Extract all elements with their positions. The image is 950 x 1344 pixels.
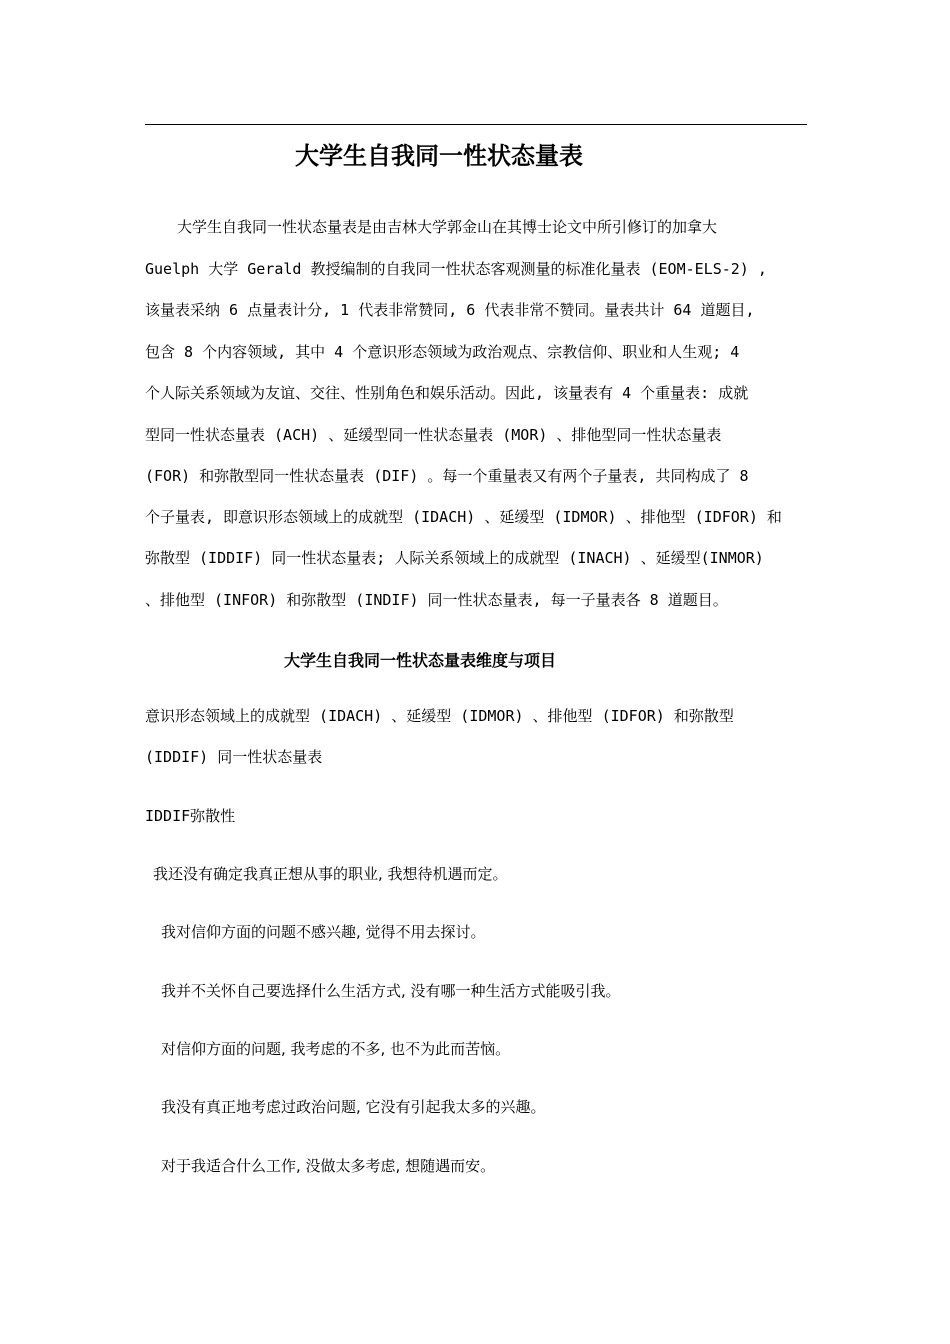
item-6: 对于我适合什么工作, 没做太多考虑, 想随遇而安。 [161,1157,496,1175]
item-5: 我没有真正地考虑过政治问题, 它没有引起我太多的兴趣。 [161,1098,546,1116]
intro-line-4: 包含 8 个内容领域, 其中 4 个意识形态领域为政治观点、宗教信仰、职业和人生观; 4 [145,343,740,361]
item-4: 对信仰方面的问题, 我考虑的不多, 也不为此而苦恼。 [161,1040,511,1058]
document-title: 大学生自我同一性状态量表 [295,142,583,170]
intro-line-3: 该量表采纳 6 点量表计分, 1 代表非常赞同, 6 代表非常不赞同。量表共计 64 道题目, [145,301,755,319]
header-rule [145,124,807,125]
scale-line-2: (IDDIF) 同一性状态量表 [145,748,323,766]
intro-line-8: 个子量表, 即意识形态领域上的成就型 (IDACH) 、延缓型 (IDMOR) 、排他型 (IDFOR) 和 [145,508,782,526]
intro-line-7: (FOR) 和弥散型同一性状态量表 (DIF) 。每一个重量表又有两个子量表, 共同构成了 8 [145,467,749,485]
scale-line-1: 意识形态领域上的成就型 (IDACH) 、延缓型 (IDMOR) 、排他型 (IDFOR) 和弥散型 [145,707,734,725]
intro-line-2: Guelph 大学 Gerald 教授编制的自我同一性状态客观测量的标准化量表 (EOM-ELS-2) , [145,260,767,278]
intro-line-6: 型同一性状态量表 (ACH) 、延缓型同一性状态量表 (MOR) 、排他型同一性状态量表 [145,426,722,444]
section-title: 大学生自我同一性状态量表维度与项目 [283,651,556,670]
intro-line-10: 、排他型 (INFOR) 和弥散型 (INDIF) 同一性状态量表, 每一子量表各 8 道题目。 [145,591,728,609]
intro-line-5: 个人际关系领域为友谊、交往、性别角色和娱乐活动。因此, 该量表有 4 个重量表: 成就 [145,384,749,402]
item-3: 我并不关怀自己要选择什么生活方式, 没有哪一种生活方式能吸引我。 [161,982,621,1000]
subscale-label: IDDIF弥散性 [145,807,236,825]
item-2: 我对信仰方面的问题不感兴趣, 觉得不用去探讨。 [161,923,486,941]
item-1: 我还没有确定我真正想从事的职业, 我想待机遇而定。 [153,865,508,883]
intro-line-1: 大学生自我同一性状态量表是由吉林大学郭金山在其博士论文中所引修订的加拿大 [177,218,718,236]
intro-line-9: 弥散型 (IDDIF) 同一性状态量表; 人际关系领域上的成就型 (INACH) 、延缓型(INMOR) [145,549,764,567]
